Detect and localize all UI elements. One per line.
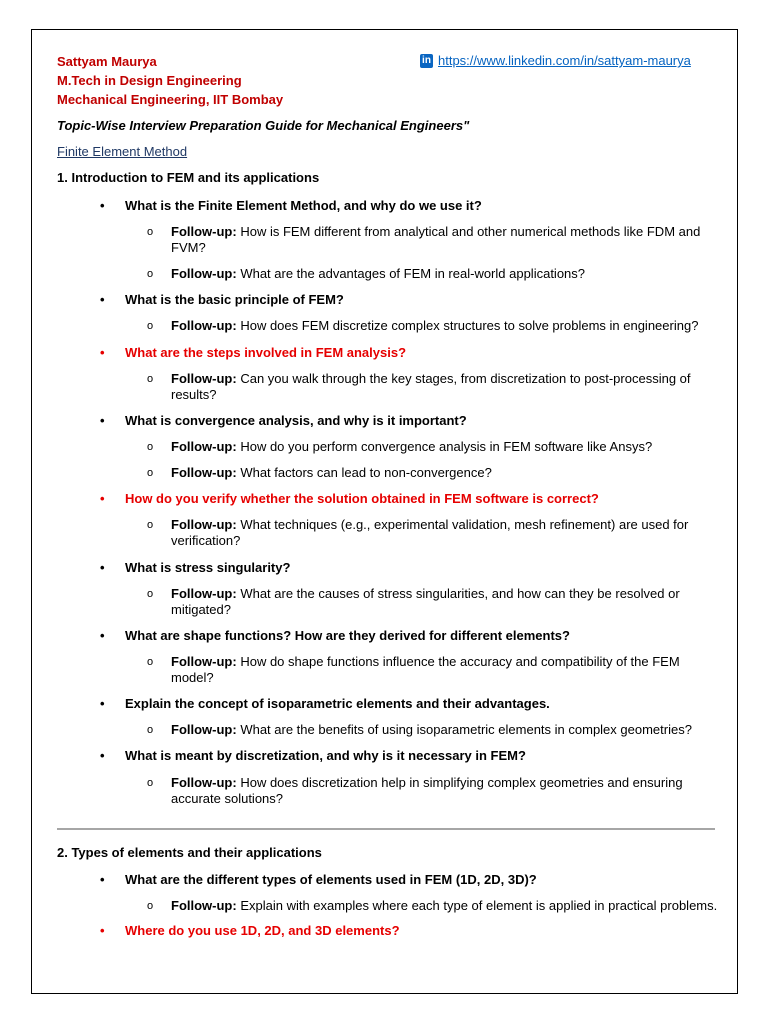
section-divider (57, 828, 715, 830)
topic-2-heading: 2. Types of elements and their applications (57, 845, 322, 860)
followup-label: Follow-up: (171, 517, 237, 532)
followup-label: Follow-up: (171, 224, 237, 239)
followup-label: Follow-up: (171, 371, 237, 386)
followup-label: Follow-up: (171, 898, 237, 913)
followup-text: What factors can lead to non-convergence? (240, 465, 492, 480)
circle-bullet-icon: o (147, 588, 154, 600)
circle-bullet-icon: o (147, 467, 154, 479)
circle-bullet-icon: o (147, 777, 154, 789)
question-text: How do you verify whether the solution obtained in FEM software is correct? (125, 491, 599, 506)
circle-bullet-icon: o (147, 268, 154, 280)
circle-bullet-icon: o (147, 900, 154, 912)
followup-label: Follow-up: (171, 439, 237, 454)
followup-text: How does FEM discretize complex structures to solve problems in engineering? (240, 318, 699, 333)
circle-bullet-icon: o (147, 226, 154, 238)
followup-text: Can you walk through the key stages, from discretization to post-processing of results? (171, 371, 691, 402)
followup-text: How do shape functions influence the accuracy and compatibility of the FEM model? (171, 654, 680, 685)
followup-text: How do you perform convergence analysis in FEM software like Ansys? (240, 439, 653, 454)
question-text: What are shape functions? How are they derived for different elements? (125, 628, 570, 643)
question-text: What are the steps involved in FEM analysis? (125, 345, 407, 360)
question-text: What is convergence analysis, and why is it important? (125, 413, 467, 428)
question-text: What is stress singularity? (125, 560, 291, 575)
followup-label: Follow-up: (171, 722, 237, 737)
followup-text: What are the benefits of using isoparametric elements in complex geometries? (240, 722, 692, 737)
followup-text: How is FEM different from analytical and other numerical methods like FDM and FVM? (171, 224, 701, 255)
followup-text: How does discretization help in simplifying complex geometries and ensuring accurate solutions? (171, 775, 683, 806)
author-name: Sattyam Maurya (57, 54, 157, 69)
circle-bullet-icon: o (147, 320, 154, 332)
followup-label: Follow-up: (171, 318, 237, 333)
followup-text: What are the advantages of FEM in real-world applications? (240, 266, 586, 281)
author-department: Mechanical Engineering, IIT Bombay (57, 92, 284, 107)
question-text: What is meant by discretization, and why is it necessary in FEM? (125, 748, 526, 763)
question-text: What is the basic principle of FEM? (125, 292, 344, 307)
section-title: Finite Element Method (57, 144, 188, 159)
followup-label: Follow-up: (171, 654, 237, 669)
topic-1-heading: 1. Introduction to FEM and its applications (57, 170, 320, 185)
question-text: What are the different types of elements used in FEM (1D, 2D, 3D)? (125, 872, 537, 887)
linkedin-icon[interactable]: in (420, 54, 433, 68)
question-text: Where do you use 1D, 2D, and 3D elements? (125, 923, 400, 938)
author-degree: M.Tech in Design Engineering (57, 73, 242, 88)
linkedin-url-link[interactable]: https://www.linkedin.com/in/sattyam-maurya (438, 53, 691, 68)
followup-text: What techniques (e.g., experimental validation, mesh refinement) are used for verification? (171, 517, 689, 548)
circle-bullet-icon: o (147, 656, 154, 668)
followup-label: Follow-up: (171, 266, 237, 281)
circle-bullet-icon: o (147, 724, 154, 736)
circle-bullet-icon: o (147, 373, 154, 385)
circle-bullet-icon: o (147, 519, 154, 531)
guide-title: Topic-Wise Interview Preparation Guide for Mechanical Engineers" (57, 118, 470, 133)
followup-label: Follow-up: (171, 586, 237, 601)
followup-label: Follow-up: (171, 465, 237, 480)
followup-label: Follow-up: (171, 775, 237, 790)
question-text: What is the Finite Element Method, and why do we use it? (125, 198, 482, 213)
circle-bullet-icon: o (147, 441, 154, 453)
followup-text: Explain with examples where each type of element is applied in practical problems. (240, 898, 718, 913)
linkedin-link-area[interactable] (420, 53, 691, 68)
followup-text: What are the causes of stress singularities, and how can they be resolved or mitigated? (171, 586, 680, 617)
question-text: Explain the concept of isoparametric elements and their advantages. (125, 696, 550, 711)
